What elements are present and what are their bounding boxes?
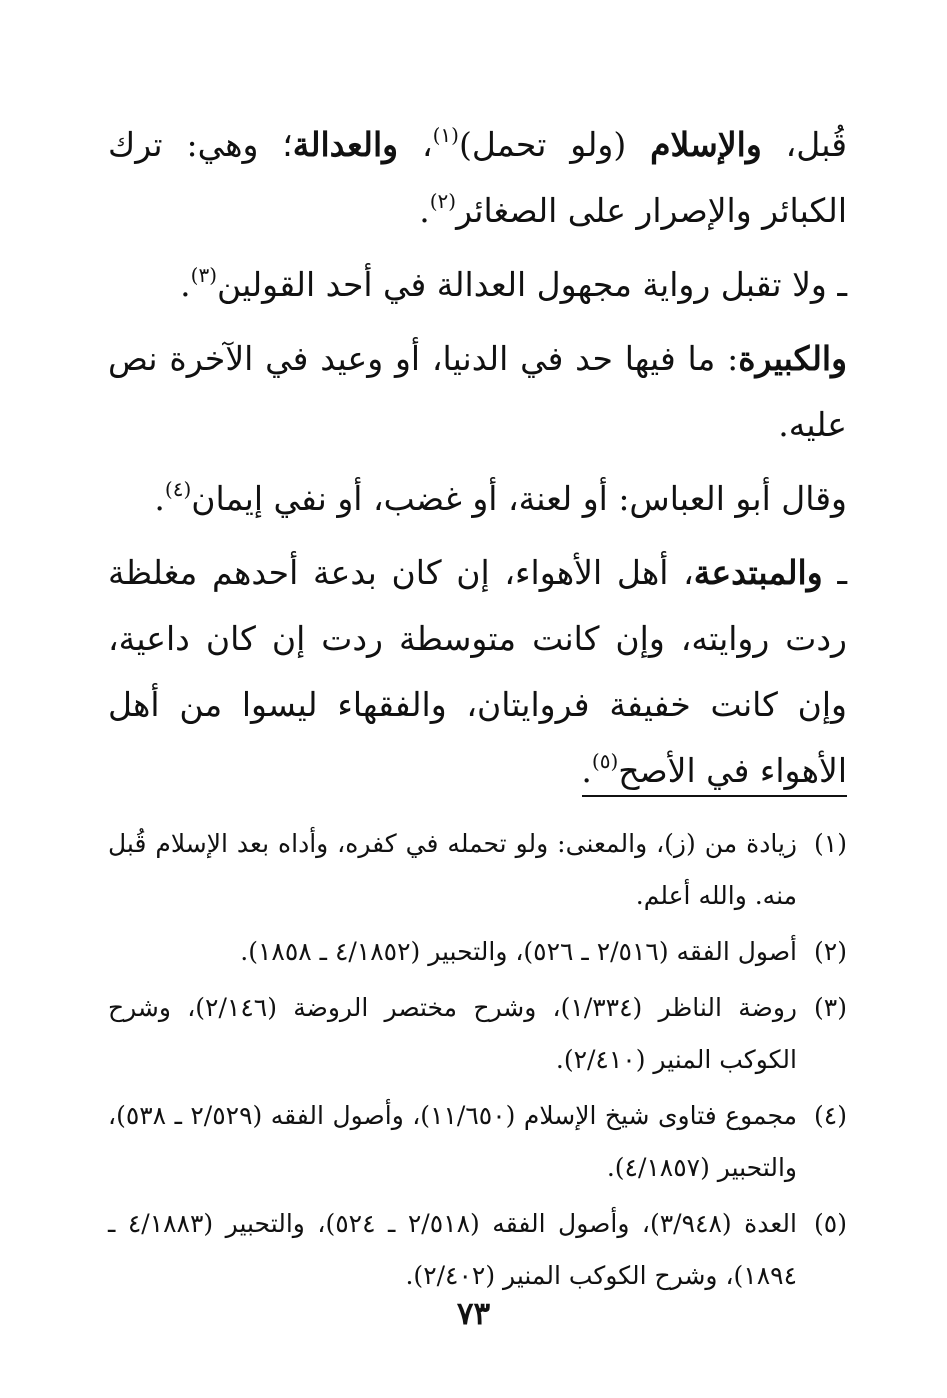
footnote-text: زيادة من (ز)، والمعنى: ولو تحمله في كفره، وأداه بعد الإسلام قُبل منه. والله أعلم. [108, 829, 797, 910]
footnotes [108, 818, 847, 1306]
text-segment: ؛ وهي: ترك الكبائر والإصرار على الصغائر [108, 125, 847, 230]
footnote-ref[interactable]: (٢) [429, 189, 457, 213]
footnote-ref[interactable]: (٥) [591, 749, 619, 773]
footnote-item [108, 818, 847, 922]
paragraph-3 [108, 326, 847, 458]
footnote-item [108, 1198, 847, 1302]
footnote-number: (٤) [814, 1101, 847, 1130]
bold-term: والكبيرة [738, 339, 847, 378]
text-segment: : ما فيها حد في الدنيا، أو وعيد في الآخرة نص عليه. [108, 339, 847, 444]
text-segment: . [419, 191, 430, 230]
bold-term: والمبتدعة [693, 553, 823, 592]
paragraph-2 [108, 252, 847, 318]
footnote-text: العدة (٣/٩٤٨)، وأصول الفقه (٢/٥١٨ ـ ٥٢٤)، والتحبير (٤/١٨٨٣ ـ ١٨٩٤)، وشرح الكوكب المنير (٢/٤٠٢). [108, 1209, 797, 1290]
text-segment: . [154, 479, 165, 518]
footnote-item [108, 926, 847, 978]
text-segment: (ولو تحمل) [458, 125, 651, 164]
footnote-ref[interactable]: (١) [432, 123, 459, 147]
page-number: ٧٣ [456, 1296, 491, 1332]
text-segment: وقال أبو العباس: أو لعنة، أو غضب، أو نفي إيمان [191, 479, 847, 518]
paragraph-4 [108, 466, 847, 532]
paragraph-5 [108, 540, 847, 804]
footnote-divider [582, 795, 847, 797]
bold-term: والعدالة [292, 125, 399, 164]
footnote-ref[interactable]: (٤) [164, 477, 192, 501]
text-segment: ـ ولا تقبل رواية مجهول العدالة في أحد القولين [217, 265, 847, 304]
paragraph-1 [108, 112, 847, 244]
footnote-item [108, 1090, 847, 1194]
text-segment: . [180, 265, 191, 304]
bold-term: والإسلام [650, 125, 762, 164]
footnote-number: (٥) [814, 1209, 847, 1238]
main-text [108, 112, 847, 812]
text-segment: قُبل، [761, 125, 848, 164]
footnote-text: روضة الناظر (١/٣٣٤)، وشرح مختصر الروضة (٢/١٤٦)، وشرح الكوكب المنير (٢/٤١٠). [108, 993, 798, 1074]
text-segment: ـ [822, 553, 847, 592]
text-segment: ، [398, 125, 433, 164]
footnote-item [108, 982, 847, 1086]
footnote-number: (٣) [814, 993, 847, 1022]
footnote-number: (١) [814, 829, 847, 858]
footnote-number: (٢) [814, 937, 847, 966]
footnote-text: مجموع فتاوى شيخ الإسلام (١١/٦٥٠)، وأصول الفقه (٢/٥٢٩ ـ ٥٣٨)، والتحبير (٤/١٨٥٧). [108, 1101, 797, 1182]
footnote-ref[interactable]: (٣) [190, 263, 218, 287]
footnote-text: أصول الفقه (٢/٥١٦ ـ ٥٢٦)، والتحبير (٤/١٨٥٢ ـ ١٨٥٨). [240, 937, 797, 966]
text-segment: ، أهل الأهواء، إن كان بدعة أحدهم مغلظة ردت روايته، وإن كانت متوسطة ردت إن كان داعية، وإن كانت خفيفة فروايتان، والفقهاء ليسوا من أهل الأهواء في الأصح [108, 553, 847, 790]
text-segment: . [581, 751, 592, 790]
